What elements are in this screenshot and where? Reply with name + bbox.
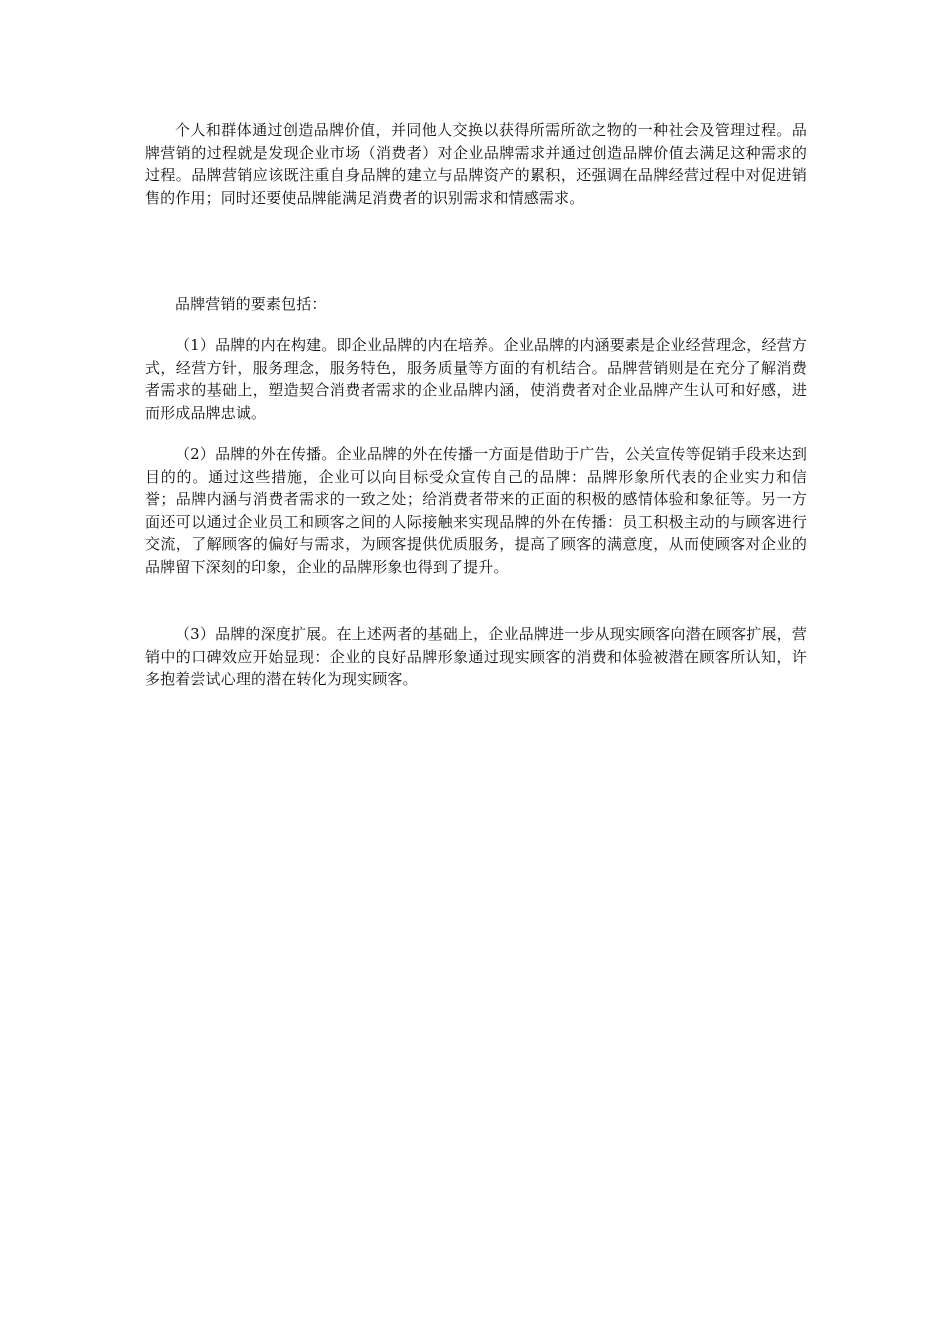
element-item-1: （1）品牌的内在构建。即企业品牌的内在培养。企业品牌的内涵要素是企业经营理念，经营方式，经营方针，服务理念，服务特色，服务质量等方面的有机结合。品牌营销则是在充分了解消费者需求的基础上，塑造契合消费者需求的企业品牌内涵，使消费者对企业品牌产生认可和好感，进而形成品牌忠诚。 <box>145 336 807 422</box>
intro-paragraph: 个人和群体通过创造品牌价值，并同他人交换以获得所需所欲之物的一种社会及管理过程。品牌营销的过程就是发现企业市场（消费者）对企业品牌需求并通过创造品牌价值去满足这种需求的过程。品牌营销应该既注重自身品牌的建立与品牌资产的累积，还强调在品牌经营过程中对促进销售的作用；同时还要使品牌能满足消费者的识别需求和情感需求。 <box>145 121 807 207</box>
element-item-3: （3）品牌的深度扩展。在上述两者的基础上，企业品牌进一步从现实顾客向潜在顾客扩展，营销中的口碑效应开始显现：企业的良好品牌形象通过现实顾客的消费和体验被潜在顾客所认知，许多抱着尝试心理的潜在转化为现实顾客。 <box>145 625 807 688</box>
element-item-2: （2）品牌的外在传播。企业品牌的外在传播一方面是借助于广告，公关宣传等促销手段来达到目的的。通过这些措施，企业可以向目标受众宣传自己的品牌：品牌形象所代表的企业实力和信誉；品牌内涵与消费者需求的一致之处；给消费者带来的正面的积极的感情体验和象征等。另一方面还可以通过企业员工和顾客之间的人际接触来实现品牌的外在传播：员工积极主动的与顾客进行交流，了解顾客的偏好与需求，为顾客提供优质服务，提高了顾客的满意度，从而使顾客对企业的品牌留下深刻的印象，企业的品牌形象也得到了提升。 <box>145 445 807 576</box>
elements-heading: 品牌营销的要素包括： <box>175 295 327 313</box>
